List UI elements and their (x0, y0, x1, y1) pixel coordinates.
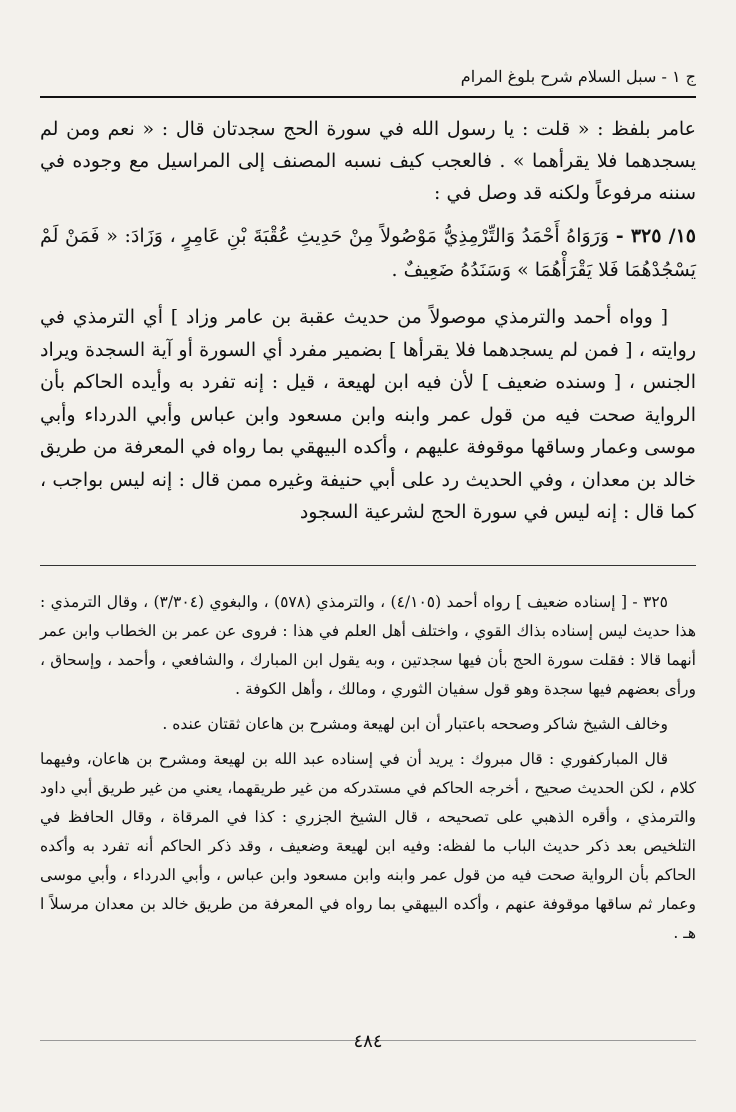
hadith-paragraph (40, 219, 696, 287)
footnote-mubarakfuri: قال المباركفوري : قال مبروك : يريد أن في إسناده عبد الله بن لهيعة ومشرح بن هاعان، وفيهما كلام ، لكن الحديث صحيح ، أخرجه الحاكم في مستدركه من غير طريقهما، يعني من غير طريق أبي داود والترمذي ، وأقره الذهبي على تصحيحه ، قال الشيخ الجزري : كذا في المرقاة ، وقال الحافظ في التلخيص بعد ذكر حديث الباب ما لفظه: وفيه ابن لهيعة وضعيف ، وقد ذكر الحاكم أنه تفرد به وأكده الحاكم بأن الرواية صحت فيه من قول عمر وابنه وابن مسعود وابن عباس ، وأبي الدرداء ، وأبي موسى وعمار ثم ساقها موقوفة عنهم ، وأكده البيهقي بما رواه في المعرفة من طريق خالد بن معدان مرسلاً ا هـ . (40, 750, 696, 942)
footnotes (40, 588, 696, 948)
footnote-separator (40, 565, 696, 566)
hadith-number: ١٥/ ٣٢٥ - (615, 225, 697, 247)
running-header: ج ١ - سبل السلام شرح بلوغ المرام (460, 67, 696, 86)
page-number: ٤٨٤ (353, 1031, 383, 1052)
intro-paragraph: عامر بلفظ : « قلت : يا رسول الله في سورة الحج سجدتان قال : « نعم ومن لم يسجدهما فلا يقرأهما » . فالعجب كيف نسبه المصنف إلى المراسيل مع وجوده في سننه مرفوعاً ولكنه قد وصل في : (40, 118, 696, 204)
header-rule (40, 96, 696, 98)
hadith-text: وَرَوَاهُ أَحْمَدُ وَالتِّرْمِذِيُّ مَوْصُولاً مِنْ حَدِيثِ عُقْبَةَ بْنِ عَامِرٍ ، وَزَادَ: « فَمَنْ لَمْ يَسْجُدْهُمَا فَلا يَقْرَأْهُمَا » وَسَنَدُهُ ضَعِيفٌ . (40, 225, 696, 281)
commentary-paragraph: [ وواه أحمد والترمذي موصولاً من حديث عقبة بن عامر وزاد ] أي الترمذي في روايته ، [ فمن لم يسجدهما فلا يقرأها ] بضمير مفرد أي السورة أو آية السجدة ويراد الجنس ، [ وسنده ضعيف ] لأن فيه ابن لهيعة ، قيل : إنه تفرد به وأيده الحاكم بأن الرواية صحت فيه من قول عمر وابنه وابن مسعود وابن عباس وأبي الدرداء وأبي موسى وعمار وساقها موقوفة عليهم ، وأكده البيهقي بما رواه في المعرفة من طريق خالد بن معدان ، وفي الحديث رد على أبي حنيفة وغيره ممن قال : إنه ليس بواجب ، كما قال : إنه ليس في سورة الحج لشرعية السجود (40, 306, 696, 523)
footnote-shakir: وخالف الشيخ شاكر وصححه باعتبار أن ابن لهيعة ومشرح بن هاعان ثقتان عنده . (162, 715, 668, 733)
main-text (40, 113, 696, 529)
footnote-takhrij: ٣٢٥ - [ إسناده ضعيف ] رواه أحمد (٤/١٠٥) ، والترمذي (٥٧٨) ، والبغوي (٣/٣٠٤) ، وقال الترمذي : هذا حديث ليس إسناده بذاك القوي ، واختلف أهل العلم في هذا : فروى عن عمر بن الخطاب وابن عمر أنهما قالا : فقلت سورة الحج بأن فيها سجدتين ، وبه يقول ابن المبارك ، والشافعي ، وأحمد ، وإسحاق ، ورأى بعضهم فيها سجدة وهو قول سفيان الثوري ، ومالك ، وأهل الكوفة . (40, 593, 696, 698)
